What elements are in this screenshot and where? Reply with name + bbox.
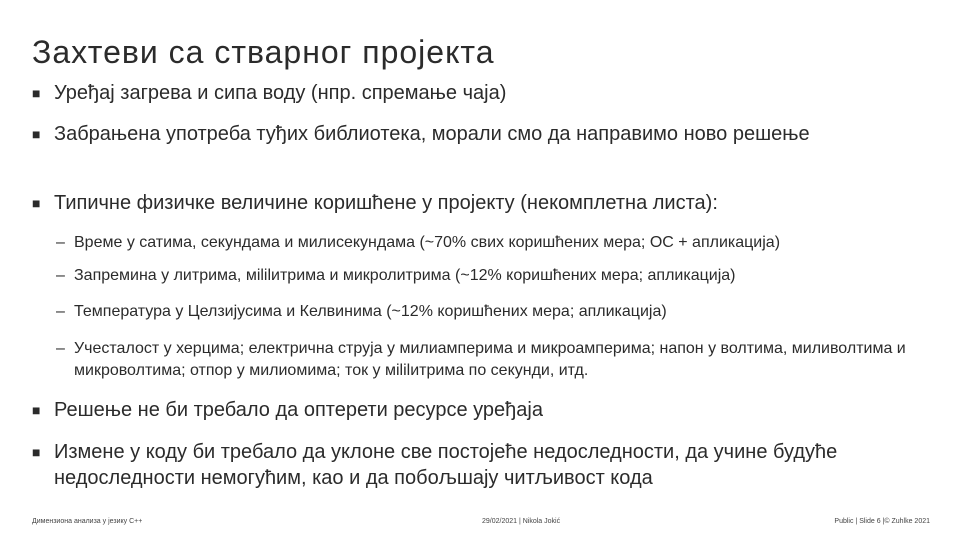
sub-bullet-item bbox=[56, 265, 936, 287]
sub-bullet-item bbox=[56, 232, 936, 254]
sub-bullet-text: Учесталост у херцима; електрична струја у милиамперима и микроамперима; напон у волтима, миливолтима и микроволтима; отпор у милиомима; ток у мililитрима по секунди, итд. bbox=[74, 340, 906, 379]
sub-bullet-text: Време у сатима, секундама и милисекундама (~70% свих коришћених мера; ОС + апликација) bbox=[74, 234, 781, 251]
footer-center: 29/02/2021 | Nikola Jokić bbox=[482, 518, 561, 525]
bullet-text: Забрањена употреба туђих библиотека, морали смо да направимо ново решење bbox=[54, 123, 810, 145]
bullet-marker: ■ bbox=[32, 444, 41, 460]
sub-bullet-marker: – bbox=[56, 303, 65, 320]
bullet-item bbox=[32, 80, 932, 106]
bullet-marker: ■ bbox=[32, 126, 41, 142]
bullet-item bbox=[32, 190, 932, 216]
sub-bullet-item bbox=[56, 301, 936, 323]
bullet-item bbox=[32, 397, 932, 423]
sub-bullet-text: Температура у Целзијусима и Келвинима (~12% коришћених мера; апликација) bbox=[74, 303, 667, 320]
sub-bullet-text: Запремина у литрима, мililитрима и микролитрима (~12% коришћених мера; апликација) bbox=[74, 267, 736, 284]
bullet-item bbox=[32, 439, 932, 491]
sub-bullet-marker: – bbox=[56, 267, 65, 284]
bullet-marker: ■ bbox=[32, 195, 41, 211]
bullet-marker: ■ bbox=[32, 85, 41, 101]
bullet-text: Уређај загрева и сипа воду (нпр. спремање чаја) bbox=[54, 82, 507, 104]
sub-bullet-item bbox=[56, 338, 936, 382]
bullet-text: Типичне физичке величине коришћене у пројекту (некомплетна листа): bbox=[54, 192, 718, 214]
sub-bullet-marker: – bbox=[56, 340, 65, 357]
bullet-text: Измене у коду би требало да уклоне све постојеће недоследности, да учине будуће недоследности немогућим, као и да побољшају читљивост кода bbox=[54, 441, 838, 489]
bullet-text: Решење не би требало да оптерети ресурсе уређаја bbox=[54, 399, 543, 421]
slide-title: Захтеви са стварног пројекта bbox=[32, 34, 495, 70]
bullet-marker: ■ bbox=[32, 402, 41, 418]
sub-bullet-marker: – bbox=[56, 234, 65, 251]
footer-right: Public | Slide 6 |© Zuhlke 2021 bbox=[834, 518, 930, 525]
bullet-item bbox=[32, 121, 892, 147]
footer-left: Димензиона анализа у језику C++ bbox=[32, 518, 143, 525]
